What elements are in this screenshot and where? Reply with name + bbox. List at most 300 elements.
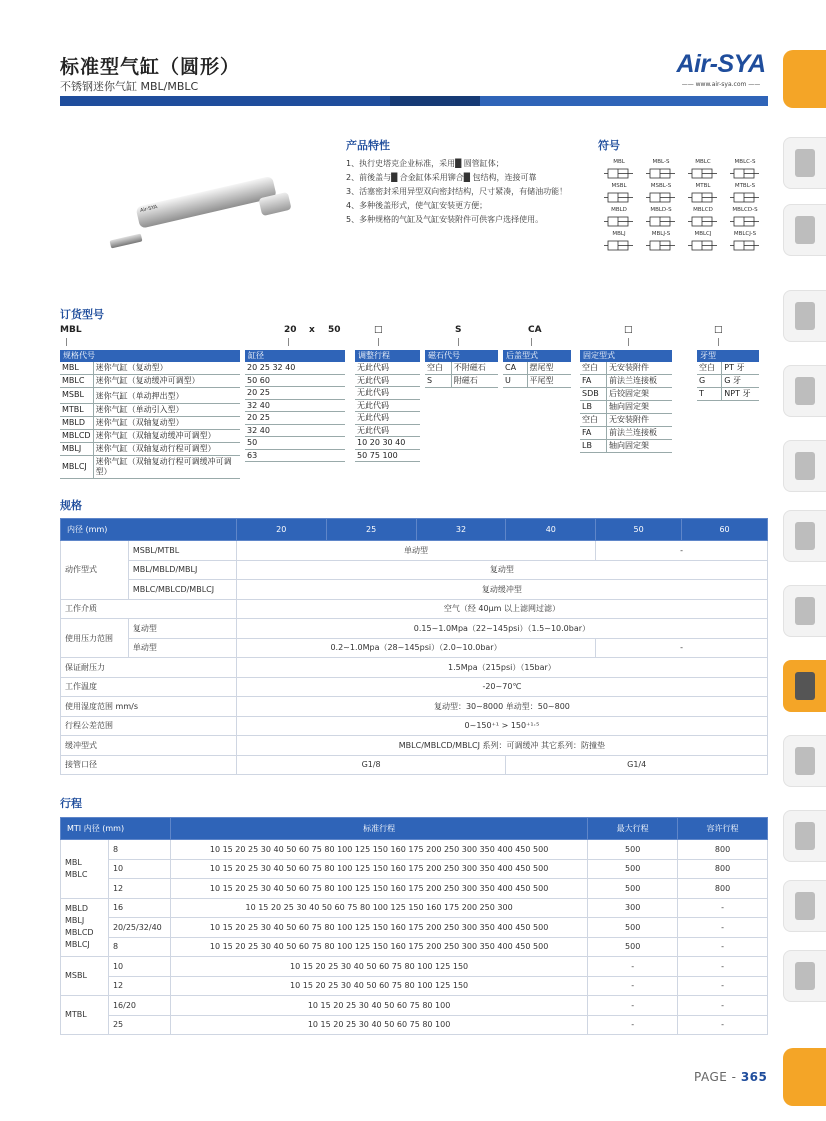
table-row — [60, 416, 240, 429]
features-title: 产品特性 — [346, 139, 390, 152]
spec-value: 0~150⁺¹ > 150⁺¹·⁵ — [236, 716, 767, 736]
mount-table — [580, 362, 672, 453]
option-desc: 不附磁石 — [451, 362, 498, 375]
option-desc: NPT 牙 — [722, 388, 759, 401]
symbol-name: MBLJ-S — [651, 231, 671, 237]
side-tab-accessory[interactable] — [783, 950, 826, 1002]
spec-value: 空气（经 40μm 以上滤网过滤） — [236, 599, 767, 619]
symbol-cell — [682, 231, 724, 252]
spec-value: G1/8 — [236, 755, 506, 775]
stroke-max: - — [588, 976, 678, 996]
stroke-max: 300 — [588, 898, 678, 918]
cylinder-symbol-icon — [688, 239, 718, 252]
spec-label: 工作介质 — [61, 599, 237, 619]
filter-icon — [795, 149, 815, 177]
list-item: 无此代码 — [355, 387, 420, 400]
code-tick — [531, 338, 532, 346]
symbol-name: MBLC — [695, 159, 711, 165]
option-code: S — [425, 375, 451, 388]
spec-value: MBLC/MBLCD/MBLCJ 系列：可调缓冲 其它系列：防撞垫 — [236, 736, 767, 756]
table-row — [61, 638, 768, 658]
spec-value: -20~70℃ — [236, 677, 767, 697]
option-code: T — [697, 388, 722, 401]
symbol-cell — [640, 159, 682, 180]
table-row — [503, 362, 571, 375]
code-tick — [458, 338, 459, 346]
code-rear: CA — [528, 325, 542, 335]
table-row — [61, 1015, 768, 1035]
stroke-allow: 800 — [678, 840, 768, 860]
option-code: U — [503, 375, 527, 388]
table-row — [60, 403, 240, 416]
table-row — [425, 375, 498, 388]
table-row — [61, 879, 768, 899]
option-code: FA — [580, 427, 606, 440]
stroke-model: MTBL — [61, 996, 109, 1035]
cylinder-symbol-icon — [646, 167, 676, 180]
code-bore: 20 — [284, 325, 297, 335]
list-item: 无此代码 — [355, 375, 420, 388]
symbol-name: MBLCJ — [694, 231, 712, 237]
adjust-header: 调整行程 — [355, 350, 420, 362]
strokes-header-cell: 最大行程 — [588, 818, 678, 840]
option-code: CA — [503, 362, 527, 375]
stroke-standard: 10 15 20 25 30 40 50 60 75 80 100 125 150 160 175 200 250 300 350 400 450 500 — [170, 859, 587, 879]
specs-header-cell: 内径 (mm) — [61, 519, 237, 541]
symbols-title: 符号 — [598, 139, 620, 152]
specs-title: 规格 — [60, 499, 82, 512]
model-code: MTBL — [60, 403, 93, 416]
stroke-bore: 16/20 — [108, 996, 170, 1016]
spec-model: MBL/MBLD/MBLJ — [128, 560, 236, 580]
table-row — [61, 840, 768, 860]
specs-header-cell: 40 — [506, 519, 596, 541]
symbol-name: MBLCD-S — [732, 207, 758, 213]
side-tab-unit[interactable] — [783, 585, 826, 637]
side-tab-lubricator[interactable] — [783, 204, 826, 256]
feature-item: 5、多种规格的气缸及气缸安装附件可供客户选择使用。 — [346, 215, 544, 224]
table-row — [61, 736, 768, 756]
cylinder-icon — [795, 672, 815, 700]
header-bar — [60, 96, 768, 106]
list-item: 20 25 — [245, 387, 345, 400]
table-row — [580, 401, 672, 414]
models-header: 规格代号 — [60, 350, 240, 362]
table-row — [425, 362, 498, 375]
side-tab-solenoid[interactable] — [783, 440, 826, 492]
option-desc: 轴向固定架 — [606, 440, 672, 453]
magnet-table — [425, 362, 498, 388]
symbols-section — [598, 137, 776, 252]
strokes-header-cell: 标准行程 — [170, 818, 587, 840]
spec-label: 使用湿度范围 mm/s — [61, 697, 237, 717]
symbol-name: MSBL — [611, 183, 627, 189]
option-desc: 前法兰连接板 — [606, 427, 672, 440]
spec-model: MBLC/MBLCD/MBLCJ — [128, 580, 236, 600]
model-code: MBL — [60, 362, 93, 375]
list-item: 无此代码 — [355, 400, 420, 413]
list-item: 无此代码 — [355, 425, 420, 438]
table-row — [580, 388, 672, 401]
spec-value: 0.15~1.0Mpa（22~145psi）（1.5~10.0bar） — [236, 619, 767, 639]
order-rears — [503, 350, 571, 388]
option-code: SDB — [580, 388, 606, 401]
symbol-name: MTBL — [695, 183, 711, 189]
accessory-icon — [795, 962, 815, 990]
table-row — [60, 429, 240, 442]
table-row — [580, 362, 672, 375]
spec-value: 单动型 — [236, 541, 595, 561]
model-desc: 迷你气缸（单动引入型） — [93, 403, 240, 416]
rear-table — [503, 362, 571, 388]
specs-header-cell: 60 — [682, 519, 768, 541]
specs-header-cell: 32 — [416, 519, 506, 541]
list-item: 63 — [245, 450, 345, 463]
table-row — [60, 375, 240, 388]
option-desc: 无安装附件 — [606, 362, 672, 375]
stroke-model: MBL MBLC — [61, 840, 109, 899]
side-tab-silencer[interactable] — [783, 880, 826, 932]
list-item: 20 25 32 40 — [245, 362, 345, 375]
spec-model: 复动型 — [128, 619, 236, 639]
symbols-grid — [598, 159, 776, 252]
thread-table — [697, 362, 759, 401]
cylinder-symbol-icon — [646, 215, 676, 228]
features-section — [346, 137, 576, 227]
stroke-model: MSBL — [61, 957, 109, 996]
stroke-max: - — [588, 957, 678, 977]
table-row — [61, 755, 768, 775]
strokes-header-cell: 容许行程 — [678, 818, 768, 840]
order-models — [60, 350, 240, 479]
table-row — [61, 716, 768, 736]
symbol-cell — [724, 207, 766, 228]
model-desc: 迷你气缸（复动型） — [93, 362, 240, 375]
page-subtitle: 不锈钢迷你气缸 MBL/MBLC — [60, 80, 199, 93]
order-title: 订货型号 — [60, 308, 104, 321]
option-desc: 摆尾型 — [527, 362, 571, 375]
stroke-bore: 20/25/32/40 — [108, 918, 170, 938]
table-row — [61, 976, 768, 996]
spec-label: 使用压力范围 — [61, 619, 129, 658]
model-desc: 迷你气缸（复动缓冲可调型） — [93, 375, 240, 388]
silencer-icon — [795, 892, 815, 920]
specs-header-cell: 20 — [236, 519, 326, 541]
spec-label: 接管口径 — [61, 755, 237, 775]
order-adjusts — [355, 350, 420, 462]
model-code: MBLC — [60, 375, 93, 388]
spec-value: 复动型：30~8000 单动型：50~800 — [236, 697, 767, 717]
list-item: 无此代码 — [355, 412, 420, 425]
list-item: 32 40 — [245, 400, 345, 413]
option-desc: 轴向固定架 — [606, 401, 672, 414]
cylinder-symbol-icon — [688, 215, 718, 228]
spec-label: 工作温度 — [61, 677, 237, 697]
symbol-name: MBLD — [611, 207, 627, 213]
stroke-standard: 10 15 20 25 30 40 50 60 75 80 100 125 150 160 175 200 250 300 350 400 450 500 — [170, 937, 587, 957]
symbol-cell — [682, 207, 724, 228]
brand-logo — [672, 50, 770, 88]
order-magnets — [425, 350, 498, 388]
option-code: 空白 — [580, 362, 606, 375]
model-code: MBLCJ — [60, 455, 93, 478]
side-tab-fitting[interactable] — [783, 810, 826, 862]
model-code: MSBL — [60, 388, 93, 404]
spec-model: MSBL/MTBL — [128, 541, 236, 561]
stroke-max: - — [588, 1015, 678, 1035]
table-row — [61, 658, 768, 678]
model-desc: 迷你气缸（双轴复动型） — [93, 416, 240, 429]
model-desc: 迷你气缸（双轴复动行程可调型） — [93, 442, 240, 455]
specs-header-cell: 25 — [326, 519, 416, 541]
code-x: x — [309, 325, 315, 335]
symbol-name: MBLJ — [612, 231, 626, 237]
table-row — [61, 541, 768, 561]
side-tab-filter[interactable] — [783, 137, 826, 189]
table-row — [580, 375, 672, 388]
list-item: 20 25 — [245, 412, 345, 425]
table-row — [61, 996, 768, 1016]
lubricator-icon — [795, 216, 815, 244]
symbol-cell — [640, 183, 682, 204]
piston-rod — [110, 234, 143, 249]
side-tab-manifold[interactable] — [783, 510, 826, 562]
spec-model: 单动型 — [128, 638, 236, 658]
specs-table — [60, 518, 768, 775]
bores-list — [245, 362, 345, 462]
symbol-cell — [598, 159, 640, 180]
list-item: 10 20 30 40 — [355, 437, 420, 450]
table-row — [580, 414, 672, 427]
stroke-allow: - — [678, 957, 768, 977]
spec-value: G1/4 — [506, 755, 768, 775]
table-row — [60, 362, 240, 375]
spec-label: 保证耐压力 — [61, 658, 237, 678]
stroke-standard: 10 15 20 25 30 40 50 60 75 80 100 125 150 160 175 200 250 300 — [170, 898, 587, 918]
list-item: 50 60 — [245, 375, 345, 388]
stroke-standard: 10 15 20 25 30 40 50 60 75 80 100 125 150 — [170, 976, 587, 996]
stroke-standard: 10 15 20 25 30 40 50 60 75 80 100 125 150 160 175 200 250 300 350 400 450 500 — [170, 840, 587, 860]
table-row — [697, 375, 759, 388]
symbol-cell — [598, 207, 640, 228]
table-row — [61, 677, 768, 697]
symbol-name: MBLC-S — [734, 159, 756, 165]
feature-item: 1、执行史塔克企业标准，采用█ 圆管缸体； — [346, 159, 504, 168]
table-row — [61, 697, 768, 717]
stroke-bore: 10 — [108, 859, 170, 879]
table-row — [60, 455, 240, 478]
code-stroke: 50 — [328, 325, 341, 335]
stroke-max: 500 — [588, 918, 678, 938]
stroke-standard: 10 15 20 25 30 40 50 60 75 80 100 125 150 160 175 200 250 300 350 400 450 500 — [170, 918, 587, 938]
model-code: MBLD — [60, 416, 93, 429]
option-code: 空白 — [697, 362, 722, 375]
table-row — [697, 388, 759, 401]
code-adjust: □ — [374, 325, 383, 335]
stroke-standard: 10 15 20 25 30 40 50 60 75 80 100 — [170, 1015, 587, 1035]
spec-value: 1.5Mpa（215psi）（15bar） — [236, 658, 767, 678]
symbol-cell — [640, 207, 682, 228]
option-desc: 附磁石 — [451, 375, 498, 388]
table-row — [61, 619, 768, 639]
order-bores — [245, 350, 345, 462]
page-title: 标准型气缸（圆形） — [60, 56, 241, 78]
table-row — [61, 859, 768, 879]
spec-value: 复动型 — [236, 560, 767, 580]
option-code: G — [697, 375, 722, 388]
top-accent-tab — [783, 50, 826, 108]
table-row — [61, 937, 768, 957]
adjust-list — [355, 362, 420, 462]
stroke-bore: 25 — [108, 1015, 170, 1035]
stroke-allow: 800 — [678, 859, 768, 879]
stroke-allow: - — [678, 1015, 768, 1035]
rear-header: 后盖型式 — [503, 350, 571, 362]
symbol-name: MBL-S — [652, 159, 670, 165]
symbol-cell — [682, 183, 724, 204]
table-row — [61, 560, 768, 580]
symbol-cell — [724, 231, 766, 252]
unit-icon — [795, 597, 815, 625]
table-row — [580, 427, 672, 440]
symbol-name: MTBL-S — [734, 183, 756, 189]
stroke-max: 500 — [588, 879, 678, 899]
stroke-allow: - — [678, 976, 768, 996]
product-label: Air-SYA — [139, 204, 159, 214]
stroke-bore: 12 — [108, 976, 170, 996]
side-tab-cylinder[interactable] — [783, 660, 826, 712]
valve-icon — [795, 377, 815, 405]
symbol-cell — [640, 231, 682, 252]
symbol-name: MBLCJ-S — [733, 231, 757, 237]
order-mounts — [580, 350, 672, 453]
symbol-cell — [598, 231, 640, 252]
stroke-bore: 16 — [108, 898, 170, 918]
side-tab-valve[interactable] — [783, 365, 826, 417]
symbol-name: MBL — [613, 159, 625, 165]
thread-header: 牙型 — [697, 350, 759, 362]
code-thread: □ — [714, 325, 723, 335]
manifold-icon — [795, 522, 815, 550]
magnet-header: 磁石代号 — [425, 350, 498, 362]
spec-label: 缓冲型式 — [61, 736, 237, 756]
cylinder-symbol-icon — [688, 191, 718, 204]
page-label: PAGE - — [694, 1070, 737, 1084]
fitting-icon — [795, 822, 815, 850]
stroke-standard: 10 15 20 25 30 40 50 60 75 80 100 125 150 160 175 200 250 300 350 400 450 500 — [170, 879, 587, 899]
gripper-icon — [795, 747, 815, 775]
spec-value: - — [596, 541, 768, 561]
option-desc: PT 牙 — [722, 362, 759, 375]
side-tab-gripper[interactable] — [783, 735, 826, 787]
stroke-bore: 8 — [108, 840, 170, 860]
spec-value: 0.2~1.0Mpa（28~145psi）（2.0~10.0bar） — [236, 638, 595, 658]
spec-label: 动作型式 — [61, 541, 129, 600]
option-desc: 后铰固定架 — [606, 388, 672, 401]
stroke-allow: - — [678, 937, 768, 957]
solenoid-icon — [795, 452, 815, 480]
table-row — [503, 375, 571, 388]
symbol-cell — [724, 183, 766, 204]
list-item: 32 40 — [245, 425, 345, 438]
model-desc: 迷你气缸（单动押出型） — [93, 388, 240, 404]
page-number — [694, 1070, 767, 1084]
stroke-max: 500 — [588, 840, 678, 860]
logo-text: Air-SYA — [676, 50, 766, 78]
strokes-header-cell: MTI 内径 (mm) — [61, 818, 171, 840]
cylinder-symbol-icon — [646, 239, 676, 252]
stroke-standard: 10 15 20 25 30 40 50 60 75 80 100 125 150 — [170, 957, 587, 977]
cylinder-symbol-icon — [688, 167, 718, 180]
table-row — [60, 388, 240, 404]
regulator-icon — [795, 302, 815, 330]
option-code: LB — [580, 440, 606, 453]
cylinder-symbol-icon — [646, 191, 676, 204]
model-desc: 迷你气缸（双轴复动缓冲可调型） — [93, 429, 240, 442]
stroke-allow: - — [678, 996, 768, 1016]
stroke-bore: 8 — [108, 937, 170, 957]
option-desc: 平尾型 — [527, 375, 571, 388]
symbol-cell — [682, 159, 724, 180]
option-desc: G 牙 — [722, 375, 759, 388]
cylinder-symbol-icon — [730, 215, 760, 228]
stroke-max: 500 — [588, 859, 678, 879]
table-row — [61, 580, 768, 600]
symbol-name: MSBL-S — [650, 183, 672, 189]
list-item: 50 — [245, 437, 345, 450]
code-model: MBL — [60, 325, 82, 335]
code-tick — [628, 338, 629, 346]
code-tick — [288, 338, 289, 346]
strokes-table — [60, 817, 768, 1035]
spec-value: 复动缓冲型 — [236, 580, 767, 600]
logo-url: —— www.air-sya.com —— — [681, 81, 761, 88]
cylinder-symbol-icon — [604, 191, 634, 204]
specs-header-cell: 50 — [596, 519, 682, 541]
stroke-allow: - — [678, 898, 768, 918]
stroke-allow: 800 — [678, 879, 768, 899]
stroke-model: MBLD MBLJ MBLCD MBLCJ — [61, 898, 109, 957]
option-code: 空白 — [580, 414, 606, 427]
side-tab-regulator[interactable] — [783, 290, 826, 342]
spec-value: - — [596, 638, 768, 658]
table-row — [61, 918, 768, 938]
symbol-cell — [724, 159, 766, 180]
model-code: MBLJ — [60, 442, 93, 455]
list-item: 50 75 100 — [355, 450, 420, 463]
order-threads — [697, 350, 759, 401]
feature-item: 3、活塞密封采用异型双向密封结构，尺寸紧凑，有储油功能！ — [346, 187, 568, 196]
strokes-title: 行程 — [60, 797, 82, 810]
specs-header-row — [61, 519, 768, 541]
bores-header: 缸径 — [245, 350, 345, 362]
mount-header: 固定型式 — [580, 350, 672, 362]
table-row — [580, 440, 672, 453]
bottom-accent-tab — [783, 1048, 826, 1106]
table-row — [697, 362, 759, 375]
symbol-name: MBLCD — [693, 207, 713, 213]
list-item: 无此代码 — [355, 362, 420, 375]
spec-label: 行程公差范围 — [61, 716, 237, 736]
code-tick — [718, 338, 719, 346]
cylinder-symbol-icon — [730, 191, 760, 204]
model-code: MBLCD — [60, 429, 93, 442]
cylinder-symbol-icon — [604, 215, 634, 228]
table-row — [60, 442, 240, 455]
code-magnet: S — [455, 325, 462, 335]
model-desc: 迷你气缸（双轴复动行程可调缓冲可调型） — [93, 455, 240, 478]
stroke-max: - — [588, 996, 678, 1016]
